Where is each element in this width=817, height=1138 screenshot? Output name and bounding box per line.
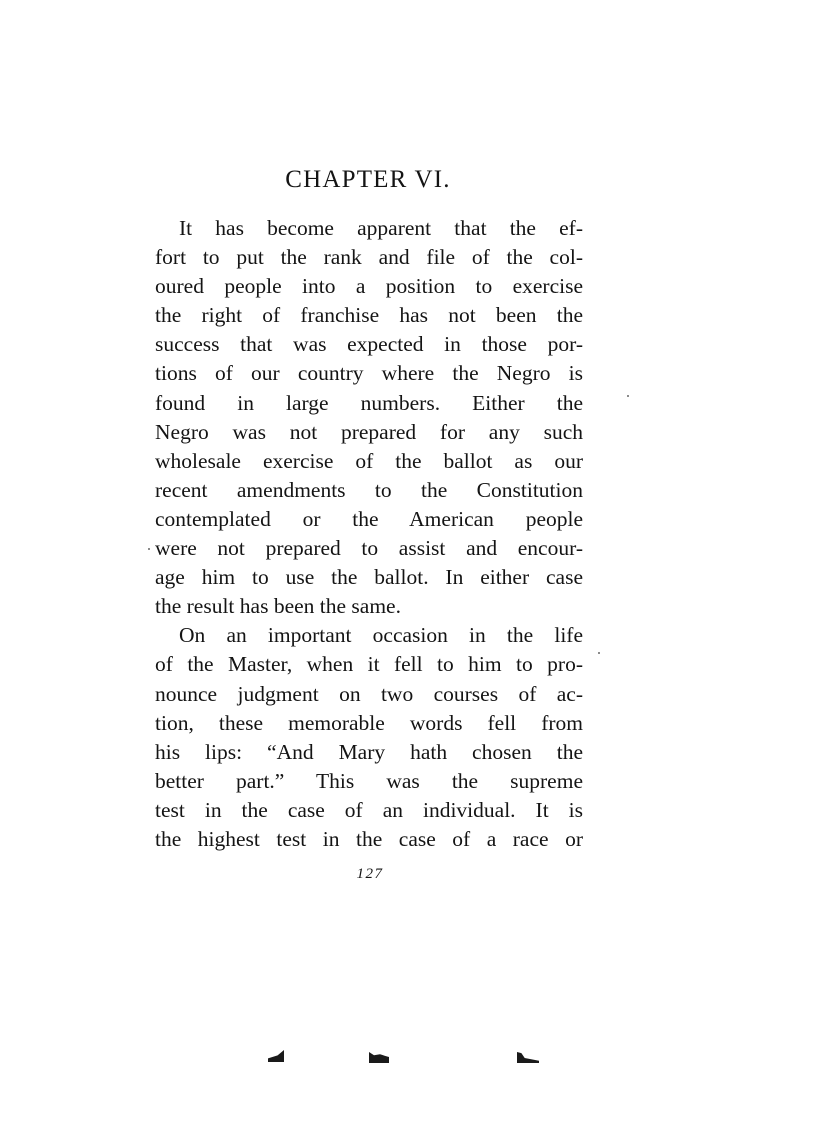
text-line: Negro was not prepared for any such <box>155 419 583 444</box>
text-line: tion, these memorable words fell from <box>155 710 583 735</box>
scan-speck <box>627 395 629 397</box>
text-line: the result has been the same. <box>155 594 401 619</box>
scan-artifact-mark <box>517 1052 539 1063</box>
text-line: of the Master, when it fell to him to pro- <box>155 652 583 677</box>
chapter-heading: CHAPTER VI. <box>285 166 451 193</box>
text-line: recent amendments to the Constitution <box>155 477 583 502</box>
text-line: tions of our country where the Negro is <box>155 361 583 386</box>
text-line: the highest test in the case of a race or <box>155 826 583 851</box>
text-line: were not prepared to assist and encour- <box>155 536 583 561</box>
text-line: success that was expected in those por- <box>155 332 583 357</box>
scan-speck <box>148 548 150 550</box>
body-text <box>155 214 583 854</box>
text-line: It has become apparent that the ef- <box>179 216 583 240</box>
scan-speck <box>598 652 600 654</box>
text-line: his lips: “And Mary hath chosen the <box>155 739 583 764</box>
text-line: contemplated or the American people <box>155 506 583 531</box>
text-line: nounce judgment on two courses of ac- <box>155 681 583 706</box>
text-line: wholesale exercise of the ballot as our <box>155 448 583 473</box>
text-line: age him to use the ballot. In either case <box>155 565 583 590</box>
scan-artifact-mark <box>268 1050 284 1062</box>
text-line: oured people into a position to exercise <box>155 274 583 299</box>
text-line: better part.” This was the supreme <box>155 768 583 793</box>
text-line: the right of franchise has not been the <box>155 303 583 328</box>
text-line: test in the case of an individual. It is <box>155 797 583 822</box>
text-line: fort to put the rank and file of the col- <box>155 245 583 270</box>
text-line: found in large numbers. Either the <box>155 390 583 415</box>
text-line: On an important occasion in the life <box>179 623 583 648</box>
scan-artifact-mark <box>369 1052 389 1063</box>
page-number: 127 <box>356 866 384 882</box>
